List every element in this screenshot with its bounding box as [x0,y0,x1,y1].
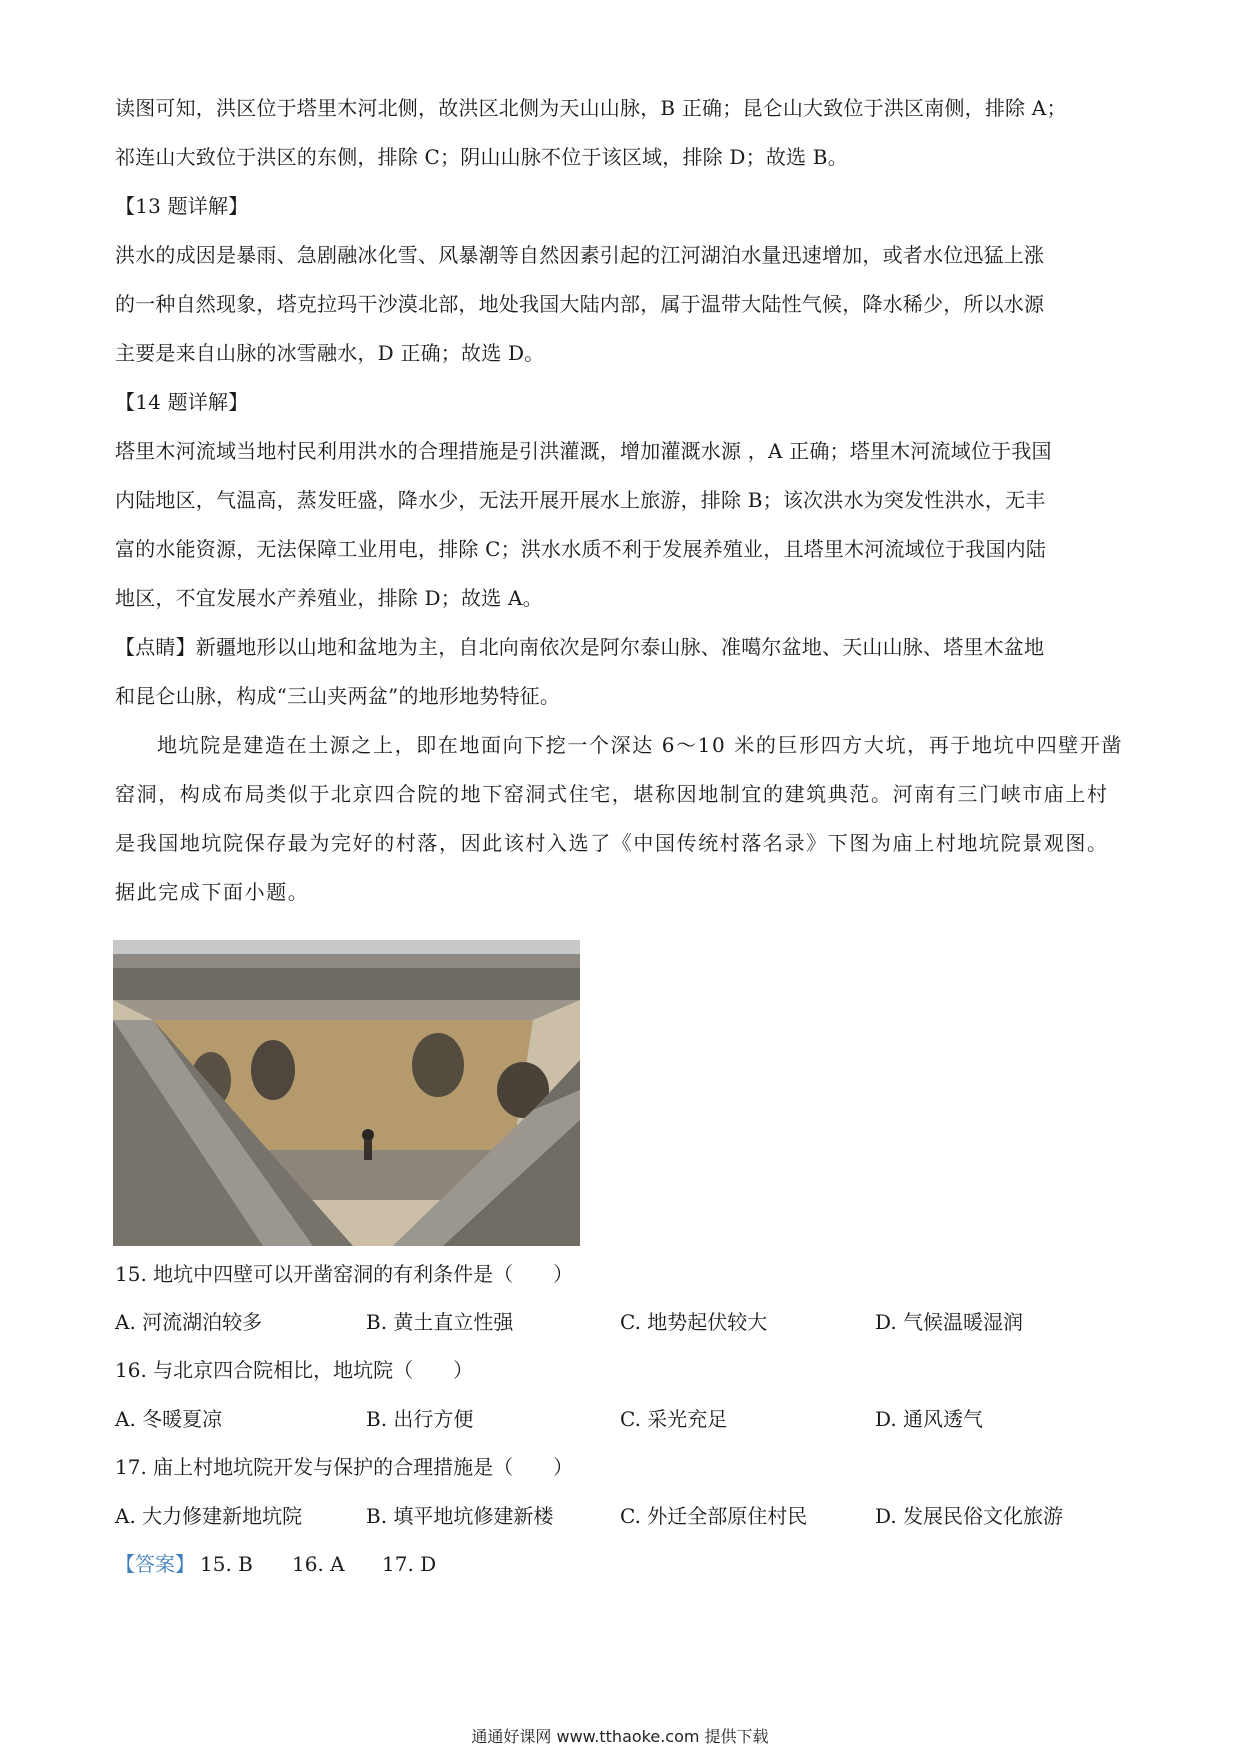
dikengyuan-photo [113,940,580,1246]
option-b[interactable]: B. 黄土直立性强 [366,1310,514,1334]
question-16: 16. 与北京四合院相比，地坑院（ ） [115,1358,474,1382]
answer-item: 17. D [382,1552,437,1576]
tip-line: 【点睛】新疆地形以山地和盆地为主，自北向南依次是阿尔泰山脉、准噶尔盆地、天山山脉、塔里木盆地 [115,635,1045,659]
material-line: 窑洞，构成布局类似于北京四合院的地下窑洞式住宅，堪称因地制宜的建筑典范。河南有三门峡市庙上村 [115,782,1109,806]
option-c[interactable]: C. 地势起伏较大 [620,1310,768,1334]
paragraph-line: 富的水能资源，无法保障工业用电，排除 C；洪水水质不利于发展养殖业，且塔里木河流域位于我国内陆 [115,537,1047,561]
courtyard-illustration [113,940,580,1246]
paragraph-line: 内陆地区，气温高，蒸发旺盛，降水少，无法开展开展水上旅游，排除 B；该次洪水为突发性洪水，无丰 [115,488,1046,512]
option-a[interactable]: A. 河流湖泊较多 [115,1310,263,1334]
option-d[interactable]: D. 发展民俗文化旅游 [875,1504,1064,1528]
question-15: 15. 地坑中四壁可以开凿窑洞的有利条件是（ ） [115,1262,574,1286]
answer-item: 15. B [200,1552,253,1576]
material-line: 地坑院是建造在土源之上，即在地面向下挖一个深达 6～10 米的巨形四方大坑，再于地坑中四壁开凿 [157,733,1124,757]
answer-label: 【答案】 [115,1552,195,1576]
paragraph-line: 祁连山大致位于洪区的东侧，排除 C；阴山山脉不位于该区域，排除 D；故选 B。 [115,145,848,169]
footer-text: 通通好课网 www.tthaoke.com 提供下载 [471,1727,769,1746]
option-c[interactable]: C. 采光充足 [620,1407,728,1431]
option-d[interactable]: D. 气候温暖湿润 [875,1310,1024,1334]
material-line: 据此完成下面小题。 [115,880,310,904]
question-17: 17. 庙上村地坑院开发与保护的合理措施是（ ） [115,1455,574,1479]
option-a[interactable]: A. 冬暖夏凉 [115,1407,223,1431]
option-d[interactable]: D. 通风透气 [875,1407,984,1431]
material-line: 是我国地坑院保存最为完好的村落，因此该村入选了《中国传统村落名录》下图为庙上村地坑院景观图。 [115,831,1109,855]
section-heading: 【14 题详解】 [115,390,249,414]
paragraph-line: 地区，不宜发展水产养殖业，排除 D；故选 A。 [115,586,543,610]
paragraph-line: 洪水的成因是暴雨、急剧融冰化雪、风暴潮等自然因素引起的江河湖泊水量迅速增加，或者水位迅猛上涨 [115,243,1045,267]
paragraph-line: 的一种自然现象，塔克拉玛干沙漠北部，地处我国大陆内部，属于温带大陆性气候，降水稀少，所以水源 [115,292,1045,316]
option-b[interactable]: B. 出行方便 [366,1407,474,1431]
tip-line: 和昆仑山脉，构成“三山夹两盆”的地形地势特征。 [115,684,561,708]
paragraph-line: 塔里木河流域当地村民利用洪水的合理措施是引洪灌溉，增加灌溉水源 ，A 正确；塔里木河流域位于我国 [115,439,1052,463]
section-heading: 【13 题详解】 [115,194,249,218]
option-b[interactable]: B. 填平地坑修建新楼 [366,1504,554,1528]
option-c[interactable]: C. 外迁全部原住村民 [620,1504,808,1528]
option-a[interactable]: A. 大力修建新地坑院 [115,1504,303,1528]
paragraph-line: 读图可知，洪区位于塔里木河北侧，故洪区北侧为天山山脉，B 正确；昆仑山大致位于洪区南侧，排除 A； [115,96,1067,120]
answer-item: 16. A [292,1552,345,1576]
paragraph-line: 主要是来自山脉的冰雪融水，D 正确；故选 D。 [115,341,545,365]
